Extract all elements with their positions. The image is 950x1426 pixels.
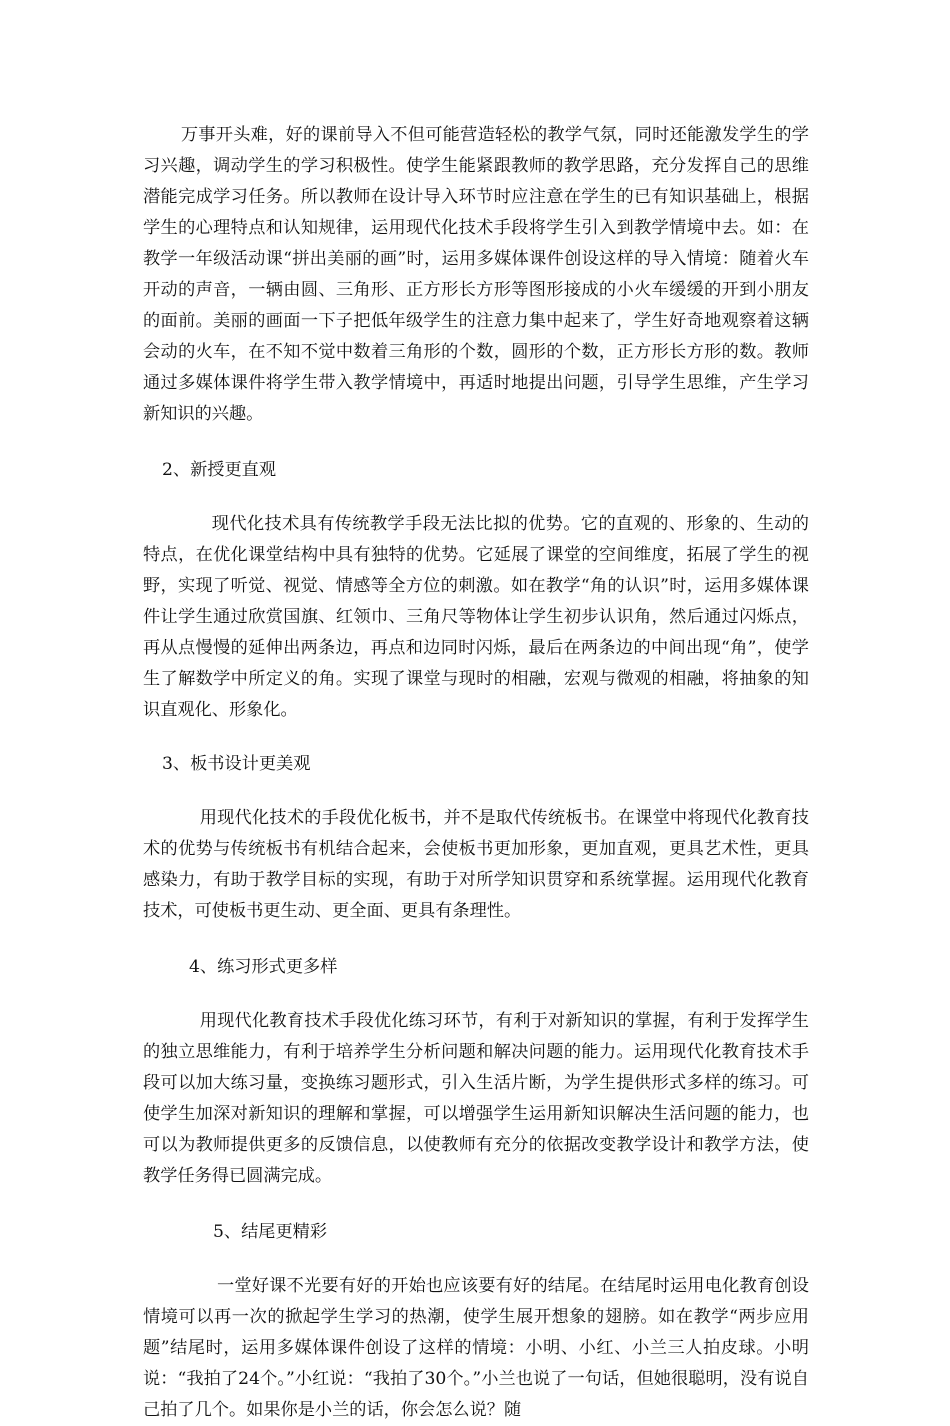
paragraph-practice: 用现代化教育技术手段优化练习环节，有利于对新知识的掌握，有利于发挥学生的独立思维能力，有利于培养学生分析问题和解决问题的能力。运用现代化教育技术手段可以加大练习量，变换练习题形式，引入生活片断，为学生提供形式多样的练习。可使学生加深对新知识的理解和掌握，可以增强学生运用新知识解决生活问题的能力，也可以为教师提供更多的反馈信息，以使教师有充分的依据改变教学设计和教学方法，使教学任务得已圆满完成。: [143, 1011, 809, 1186]
section-heading-3: 3、板书设计更美观: [162, 754, 311, 774]
section-heading-2: 2、新授更直观: [162, 460, 277, 480]
section-heading-5: 5、结尾更精彩: [213, 1222, 328, 1242]
document-page: [143, 120, 809, 1426]
paragraph-intro: 万事开头难，好的课前导入不但可能营造轻松的教学气氛，同时还能激发学生的学习兴趣，调动学生的学习积极性。使学生能紧跟教师的教学思路，充分发挥自己的思维潜能完成学习任务。所以教师在设计导入环节时应注意在学生的已有知识基础上，根据学生的心理特点和认知规律，运用现代化技术手段将学生引入到教学情境中去。如：在教学一年级活动课“拼出美丽的画”时，运用多媒体课件创设这样的导入情境：随着火车开动的声音，一辆由圆、三角形、正方形长方形等图形接成的小火车缓缓的开到小朋友的面前。美丽的画面一下子把低年级学生的注意力集中起来了，学生好奇地观察着这辆会动的火车，在不知不觉中数着三角形的个数，圆形的个数，正方形长方形的数。教师通过多媒体课件将学生带入教学情境中，再适时地提出问题，引导学生思维，产生学习新知识的兴趣。: [143, 125, 809, 424]
paragraph-blackboard: 用现代化技术的手段优化板书，并不是取代传统板书。在课堂中将现代化教育技术的优势与传统板书有机结合起来，会使板书更加形象，更加直观，更具艺术性，更具感染力，有助于教学目标的实现，有助于对所学知识贯穿和系统掌握。运用现代化教育技术，可使板书更生动、更全面、更具有条理性。: [143, 808, 809, 921]
paragraph-new-teaching: 现代化技术具有传统教学手段无法比拟的优势。它的直观的、形象的、生动的特点，在优化课堂结构中具有独特的优势。它延展了课堂的空间维度，拓展了学生的视野，实现了听觉、视觉、情感等全方位的刺激。如在教学“角的认识”时，运用多媒体课件让学生通过欣赏国旗、红领巾、三角尺等物体让学生初步认识角，然后通过闪烁点，再从点慢慢的延伸出两条边，再点和边同时闪烁，最后在两条边的中间出现“角”，使学生了解数学中所定义的角。实现了课堂与现时的相融，宏观与微观的相融，将抽象的知识直观化、形象化。: [143, 514, 809, 720]
section-heading-4: 4、练习形式更多样: [189, 957, 338, 977]
paragraph-ending: 一堂好课不光要有好的开始也应该要有好的结尾。在结尾时运用电化教育创设情境可以再一次的掀起学生学习的热潮，使学生展开想象的翅膀。如在教学“两步应用题”结尾时，运用多媒体课件创设了这样的情境：小明、小红、小兰三人拍皮球。小明说：“我拍了24个。”小红说：“我拍了30个。”小兰也说了一句话，但她很聪明，没有说自己拍了几个。如果你是小兰的话，你会怎么说？随: [143, 1276, 809, 1420]
